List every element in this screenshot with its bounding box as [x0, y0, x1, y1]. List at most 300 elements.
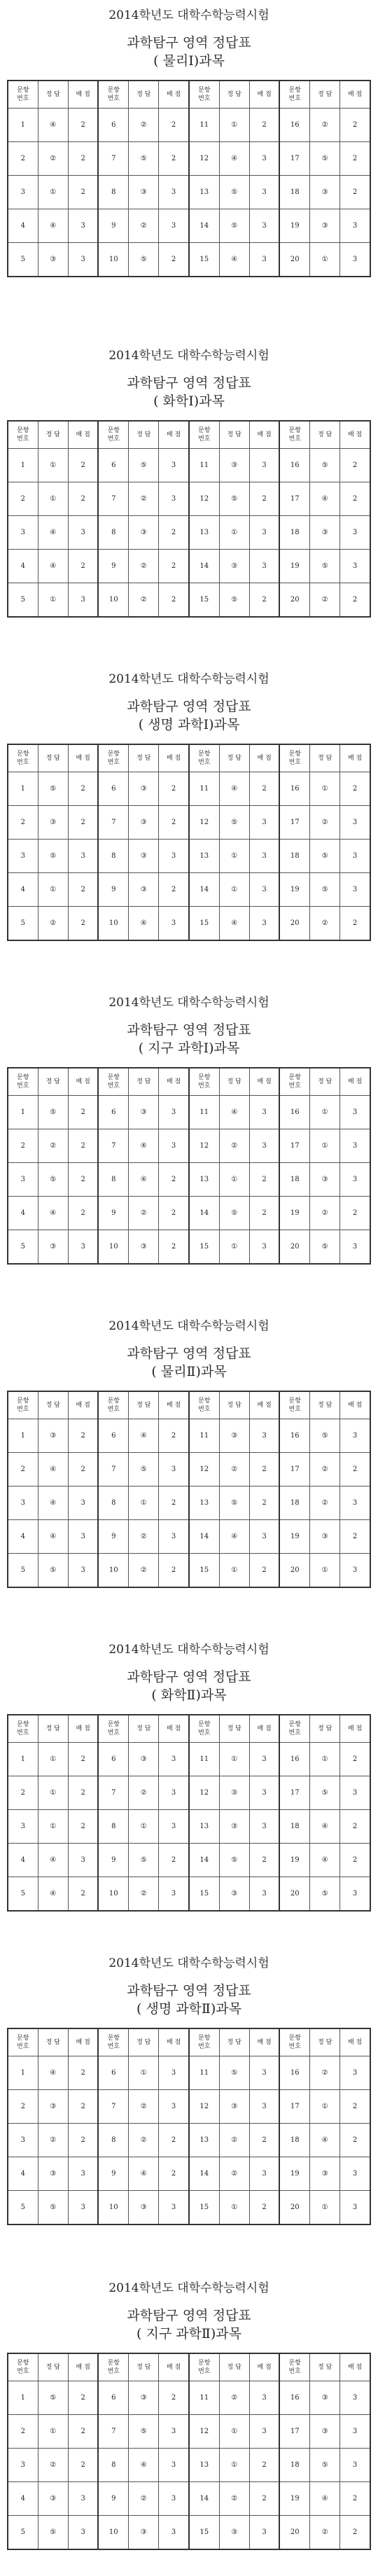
points-value: 3 — [159, 2090, 189, 2124]
header-question-number: 문항 번호 — [98, 1715, 128, 1743]
question-number: 19 — [279, 209, 309, 243]
table-row — [8, 1877, 370, 1912]
points-value: 2 — [68, 772, 98, 806]
points-value: 2 — [68, 2381, 98, 2415]
points-value: 2 — [249, 1844, 279, 1877]
table-row — [8, 176, 370, 209]
question-number: 6 — [98, 1419, 128, 1453]
answer-table — [7, 80, 371, 277]
question-number: 7 — [98, 806, 128, 840]
question-number: 3 — [8, 2124, 38, 2157]
answer-value: ① — [310, 772, 340, 806]
question-number: 16 — [279, 449, 309, 482]
points-value: 2 — [68, 1129, 98, 1163]
question-number: 19 — [279, 2482, 309, 2516]
header-points: 배 점 — [340, 421, 370, 449]
answer-value: ② — [129, 550, 159, 583]
header-answer: 정 답 — [310, 744, 340, 772]
question-number: 13 — [189, 516, 219, 550]
question-number: 9 — [98, 2482, 128, 2516]
points-value: 3 — [340, 516, 370, 550]
answer-value: ⑤ — [129, 243, 159, 277]
answer-value: ① — [310, 2191, 340, 2225]
points-value: 2 — [68, 1877, 98, 1912]
answer-value: ③ — [310, 2415, 340, 2449]
points-value: 3 — [159, 1743, 189, 1776]
question-number: 7 — [98, 482, 128, 516]
header-points: 배 점 — [68, 81, 98, 109]
answer-value: ② — [129, 1554, 159, 1588]
points-value: 3 — [340, 2056, 370, 2090]
answer-value: ① — [219, 2449, 249, 2482]
header-answer: 정 답 — [38, 1715, 68, 1743]
answer-table — [7, 420, 371, 618]
answer-value: ② — [129, 482, 159, 516]
header-question-number: 문항 번호 — [279, 1068, 309, 1096]
points-value: 3 — [159, 840, 189, 873]
points-value: 2 — [249, 2449, 279, 2482]
points-value: 3 — [340, 550, 370, 583]
points-value: 2 — [340, 2090, 370, 2124]
answer-value: ① — [38, 583, 68, 618]
header-points: 배 점 — [340, 1715, 370, 1743]
question-number: 2 — [8, 1776, 38, 1810]
answer-value: ① — [219, 2415, 249, 2449]
section-header — [0, 340, 378, 410]
answer-value: ① — [129, 2056, 159, 2090]
question-number: 14 — [189, 1520, 219, 1554]
points-value: 2 — [249, 1197, 279, 1230]
header-question-number: 문항 번호 — [98, 744, 128, 772]
exam-title: 2014학년도 대학수학능력시험 — [108, 349, 270, 363]
points-value: 3 — [340, 2157, 370, 2191]
header-answer: 정 답 — [219, 1715, 249, 1743]
question-number: 10 — [98, 1877, 128, 1912]
question-number: 10 — [98, 1554, 128, 1588]
answer-value: ③ — [129, 176, 159, 209]
answer-value: ⑤ — [310, 550, 340, 583]
question-number: 4 — [8, 1197, 38, 1230]
answer-value: ① — [38, 873, 68, 907]
points-value: 3 — [249, 1129, 279, 1163]
question-number: 15 — [189, 1877, 219, 1912]
answer-value: ④ — [38, 1844, 68, 1877]
answer-value: ⑤ — [219, 1844, 249, 1877]
points-value: 2 — [68, 2090, 98, 2124]
header-question-number: 문항 번호 — [189, 1068, 219, 1096]
points-value: 2 — [340, 482, 370, 516]
answer-value: ② — [38, 2124, 68, 2157]
question-number: 20 — [279, 1230, 309, 1265]
question-number: 5 — [8, 907, 38, 941]
points-value: 2 — [68, 1810, 98, 1844]
points-value: 3 — [340, 2449, 370, 2482]
header-points: 배 점 — [249, 1068, 279, 1096]
question-number: 2 — [8, 2090, 38, 2124]
points-value: 3 — [68, 1520, 98, 1554]
answer-value: ② — [219, 2157, 249, 2191]
header-question-number: 문항 번호 — [279, 2028, 309, 2056]
table-row — [8, 2056, 370, 2090]
points-value: 3 — [68, 209, 98, 243]
answer-section — [0, 664, 378, 987]
points-value: 3 — [68, 1230, 98, 1265]
answer-table — [7, 2028, 371, 2225]
answer-value: ② — [310, 109, 340, 142]
question-number: 11 — [189, 2381, 219, 2415]
table-row — [8, 1554, 370, 1588]
points-value: 2 — [340, 2516, 370, 2550]
question-number: 15 — [189, 2191, 219, 2225]
answer-value: ⑤ — [219, 482, 249, 516]
table-row — [8, 2516, 370, 2550]
answer-value: ③ — [38, 806, 68, 840]
points-value: 2 — [159, 1163, 189, 1197]
points-value: 2 — [340, 2124, 370, 2157]
points-value: 3 — [249, 907, 279, 941]
points-value: 2 — [249, 2482, 279, 2516]
question-number: 10 — [98, 2516, 128, 2550]
question-number: 16 — [279, 2381, 309, 2415]
answer-value: ① — [310, 1096, 340, 1129]
answer-value: ⑤ — [38, 772, 68, 806]
question-number: 20 — [279, 2191, 309, 2225]
question-number: 19 — [279, 1197, 309, 1230]
question-number: 17 — [279, 1453, 309, 1487]
points-value: 2 — [68, 1096, 98, 1129]
question-number: 5 — [8, 583, 38, 618]
header-answer: 정 답 — [129, 421, 159, 449]
header-points: 배 점 — [159, 1391, 189, 1419]
points-value: 2 — [249, 109, 279, 142]
area-title: 과학탐구 영역 정답표 — [127, 1669, 251, 1685]
question-number: 19 — [279, 2157, 309, 2191]
answer-value: ③ — [219, 2516, 249, 2550]
answer-value: ④ — [38, 1487, 68, 1520]
question-number: 11 — [189, 1419, 219, 1453]
points-value: 3 — [340, 1487, 370, 1520]
answer-value: ④ — [129, 1419, 159, 1453]
points-value: 3 — [340, 209, 370, 243]
question-number: 16 — [279, 2056, 309, 2090]
table-header-row — [8, 1391, 370, 1419]
question-number: 8 — [98, 1810, 128, 1844]
points-value: 3 — [159, 1453, 189, 1487]
question-number: 16 — [279, 1419, 309, 1453]
points-value: 3 — [340, 1877, 370, 1912]
answer-table — [7, 1714, 371, 1912]
points-value: 2 — [340, 1844, 370, 1877]
answer-value: ④ — [219, 907, 249, 941]
answer-value: ④ — [310, 1810, 340, 1844]
answer-value: ③ — [219, 1419, 249, 1453]
question-number: 3 — [8, 840, 38, 873]
answer-value: ② — [310, 2056, 340, 2090]
answer-value: ④ — [219, 1096, 249, 1129]
section-header — [0, 1948, 378, 2018]
answer-value: ① — [310, 243, 340, 277]
answer-value: ⑤ — [38, 1554, 68, 1588]
question-number: 15 — [189, 1230, 219, 1265]
header-points: 배 점 — [249, 81, 279, 109]
points-value: 3 — [68, 516, 98, 550]
points-value: 2 — [159, 142, 189, 176]
points-value: 2 — [68, 806, 98, 840]
question-number: 6 — [98, 449, 128, 482]
answer-value: ③ — [219, 550, 249, 583]
section-header — [0, 664, 378, 734]
question-number: 13 — [189, 176, 219, 209]
exam-title: 2014학년도 대학수학능력시험 — [108, 1319, 270, 1333]
header-question-number: 문항 번호 — [8, 1068, 38, 1096]
question-number: 8 — [98, 840, 128, 873]
answer-value: ④ — [129, 1129, 159, 1163]
question-number: 6 — [98, 1743, 128, 1776]
answer-value: ① — [38, 449, 68, 482]
answer-value: ③ — [38, 1419, 68, 1453]
header-question-number: 문항 번호 — [189, 2353, 219, 2381]
answer-value: ③ — [129, 873, 159, 907]
points-value: 2 — [159, 873, 189, 907]
question-number: 20 — [279, 1877, 309, 1912]
header-answer: 정 답 — [219, 1068, 249, 1096]
answer-value: ① — [219, 2191, 249, 2225]
answer-value: ② — [129, 1776, 159, 1810]
question-number: 18 — [279, 2449, 309, 2482]
area-title: 과학탐구 영역 정답표 — [127, 2308, 251, 2323]
question-number: 16 — [279, 109, 309, 142]
answer-value: ⑤ — [310, 1877, 340, 1912]
answer-value: ④ — [38, 109, 68, 142]
header-answer: 정 답 — [310, 81, 340, 109]
points-value: 2 — [68, 1419, 98, 1453]
header-points: 배 점 — [249, 1391, 279, 1419]
points-value: 3 — [68, 840, 98, 873]
points-value: 2 — [68, 142, 98, 176]
points-value: 2 — [340, 1810, 370, 1844]
question-number: 20 — [279, 907, 309, 941]
header-answer: 정 답 — [310, 1391, 340, 1419]
question-number: 17 — [279, 482, 309, 516]
answer-value: ② — [310, 2516, 340, 2550]
header-points: 배 점 — [249, 421, 279, 449]
answer-value: ⑤ — [219, 583, 249, 618]
table-row — [8, 1487, 370, 1520]
question-number: 17 — [279, 2090, 309, 2124]
points-value: 2 — [340, 2482, 370, 2516]
answer-value: ④ — [219, 243, 249, 277]
points-value: 3 — [159, 449, 189, 482]
header-answer: 정 답 — [129, 1068, 159, 1096]
answer-value: ① — [129, 1487, 159, 1520]
header-points: 배 점 — [340, 81, 370, 109]
answer-value: ② — [129, 109, 159, 142]
header-question-number: 문항 번호 — [189, 421, 219, 449]
answer-value: ② — [38, 1129, 68, 1163]
answer-section — [0, 340, 378, 664]
answer-value: ④ — [38, 516, 68, 550]
header-answer: 정 답 — [219, 1391, 249, 1419]
question-number: 14 — [189, 2482, 219, 2516]
answer-section — [0, 2273, 378, 2576]
question-number: 15 — [189, 1554, 219, 1588]
points-value: 3 — [340, 840, 370, 873]
points-value: 3 — [159, 176, 189, 209]
points-value: 3 — [249, 1810, 279, 1844]
question-number: 2 — [8, 142, 38, 176]
table-row — [8, 550, 370, 583]
question-number: 4 — [8, 209, 38, 243]
header-answer: 정 답 — [38, 1391, 68, 1419]
answer-value: ③ — [219, 1810, 249, 1844]
answer-value: ③ — [310, 2381, 340, 2415]
table-row — [8, 209, 370, 243]
points-value: 3 — [68, 2157, 98, 2191]
table-row — [8, 1520, 370, 1554]
question-number: 8 — [98, 2124, 128, 2157]
question-number: 8 — [98, 2449, 128, 2482]
header-points: 배 점 — [249, 1715, 279, 1743]
question-number: 12 — [189, 2090, 219, 2124]
answer-value: ⑤ — [219, 1197, 249, 1230]
answer-value: ③ — [129, 2191, 159, 2225]
header-question-number: 문항 번호 — [189, 2028, 219, 2056]
answer-value: ⑤ — [38, 1163, 68, 1197]
question-number: 15 — [189, 2516, 219, 2550]
question-number: 13 — [189, 2124, 219, 2157]
section-header — [0, 0, 378, 70]
points-value: 3 — [340, 1230, 370, 1265]
points-value: 3 — [340, 1554, 370, 1588]
subject-title: ( 물리Ⅱ)과목 — [151, 1364, 227, 1379]
points-value: 3 — [249, 1776, 279, 1810]
answer-value: ④ — [38, 2056, 68, 2090]
header-points: 배 점 — [340, 744, 370, 772]
question-number: 18 — [279, 1487, 309, 1520]
header-answer: 정 답 — [38, 421, 68, 449]
question-number: 12 — [189, 1776, 219, 1810]
header-points: 배 점 — [68, 2028, 98, 2056]
points-value: 3 — [159, 2191, 189, 2225]
header-question-number: 문항 번호 — [98, 1391, 128, 1419]
points-value: 2 — [159, 806, 189, 840]
question-number: 15 — [189, 243, 219, 277]
answer-value: ③ — [38, 2482, 68, 2516]
answer-section — [0, 1948, 378, 2273]
points-value: 2 — [68, 2449, 98, 2482]
answer-value: ④ — [219, 1520, 249, 1554]
question-number: 2 — [8, 1453, 38, 1487]
question-number: 17 — [279, 2415, 309, 2449]
table-header-row — [8, 1715, 370, 1743]
answer-value: ② — [129, 1877, 159, 1912]
answer-value: ② — [129, 1197, 159, 1230]
question-number: 2 — [8, 1129, 38, 1163]
header-question-number: 문항 번호 — [98, 421, 128, 449]
points-value: 3 — [249, 806, 279, 840]
points-value: 3 — [68, 243, 98, 277]
exam-title: 2014학년도 대학수학능력시험 — [108, 1956, 270, 1970]
question-number: 6 — [98, 109, 128, 142]
points-value: 2 — [340, 1453, 370, 1487]
points-value: 3 — [249, 1419, 279, 1453]
header-points: 배 점 — [68, 1068, 98, 1096]
points-value: 2 — [68, 1197, 98, 1230]
points-value: 2 — [249, 2191, 279, 2225]
table-row — [8, 109, 370, 142]
points-value: 3 — [68, 2482, 98, 2516]
question-number: 10 — [98, 907, 128, 941]
exam-title: 2014학년도 대학수학능력시험 — [108, 1643, 270, 1657]
question-number: 5 — [8, 1877, 38, 1912]
answer-value: ⑤ — [310, 1776, 340, 1810]
points-value: 3 — [68, 583, 98, 618]
question-number: 7 — [98, 1776, 128, 1810]
points-value: 3 — [340, 2415, 370, 2449]
question-number: 3 — [8, 1163, 38, 1197]
answer-value: ⑤ — [129, 142, 159, 176]
exam-title: 2014학년도 대학수학능력시험 — [108, 2281, 270, 2295]
table-row — [8, 1096, 370, 1129]
header-points: 배 점 — [159, 2028, 189, 2056]
table-header-row — [8, 421, 370, 449]
answer-value: ④ — [38, 1520, 68, 1554]
header-answer: 정 답 — [38, 1068, 68, 1096]
answer-value: ② — [129, 1520, 159, 1554]
answer-value: ③ — [310, 1520, 340, 1554]
points-value: 2 — [340, 1743, 370, 1776]
header-answer: 정 답 — [129, 2028, 159, 2056]
header-answer: 정 답 — [38, 81, 68, 109]
answer-value: ③ — [310, 1163, 340, 1197]
header-points: 배 점 — [159, 2353, 189, 2381]
area-title: 과학탐구 영역 정답표 — [127, 35, 251, 50]
question-number: 10 — [98, 583, 128, 618]
header-answer: 정 답 — [129, 2353, 159, 2381]
answer-value: ④ — [310, 2124, 340, 2157]
question-number: 6 — [98, 2056, 128, 2090]
points-value: 3 — [249, 2415, 279, 2449]
area-title: 과학탐구 영역 정답표 — [127, 1022, 251, 1038]
points-value: 2 — [68, 1743, 98, 1776]
header-answer: 정 답 — [129, 744, 159, 772]
question-number: 2 — [8, 2415, 38, 2449]
area-title: 과학탐구 영역 정답표 — [127, 699, 251, 714]
question-number: 5 — [8, 1554, 38, 1588]
answer-value: ⑤ — [310, 1230, 340, 1265]
points-value: 3 — [159, 1096, 189, 1129]
answer-value: ② — [129, 2090, 159, 2124]
answer-value: ② — [219, 2124, 249, 2157]
points-value: 3 — [340, 806, 370, 840]
points-value: 3 — [249, 550, 279, 583]
answer-value: ③ — [129, 772, 159, 806]
answer-value: ⑤ — [219, 176, 249, 209]
points-value: 3 — [249, 176, 279, 209]
points-value: 3 — [159, 482, 189, 516]
question-number: 10 — [98, 243, 128, 277]
question-number: 3 — [8, 516, 38, 550]
question-number: 18 — [279, 1810, 309, 1844]
question-number: 11 — [189, 772, 219, 806]
table-row — [8, 1810, 370, 1844]
question-number: 20 — [279, 1554, 309, 1588]
header-answer: 정 답 — [310, 1715, 340, 1743]
points-value: 3 — [340, 1163, 370, 1197]
header-points: 배 점 — [340, 1068, 370, 1096]
points-value: 3 — [68, 2191, 98, 2225]
header-answer: 정 답 — [219, 2353, 249, 2381]
